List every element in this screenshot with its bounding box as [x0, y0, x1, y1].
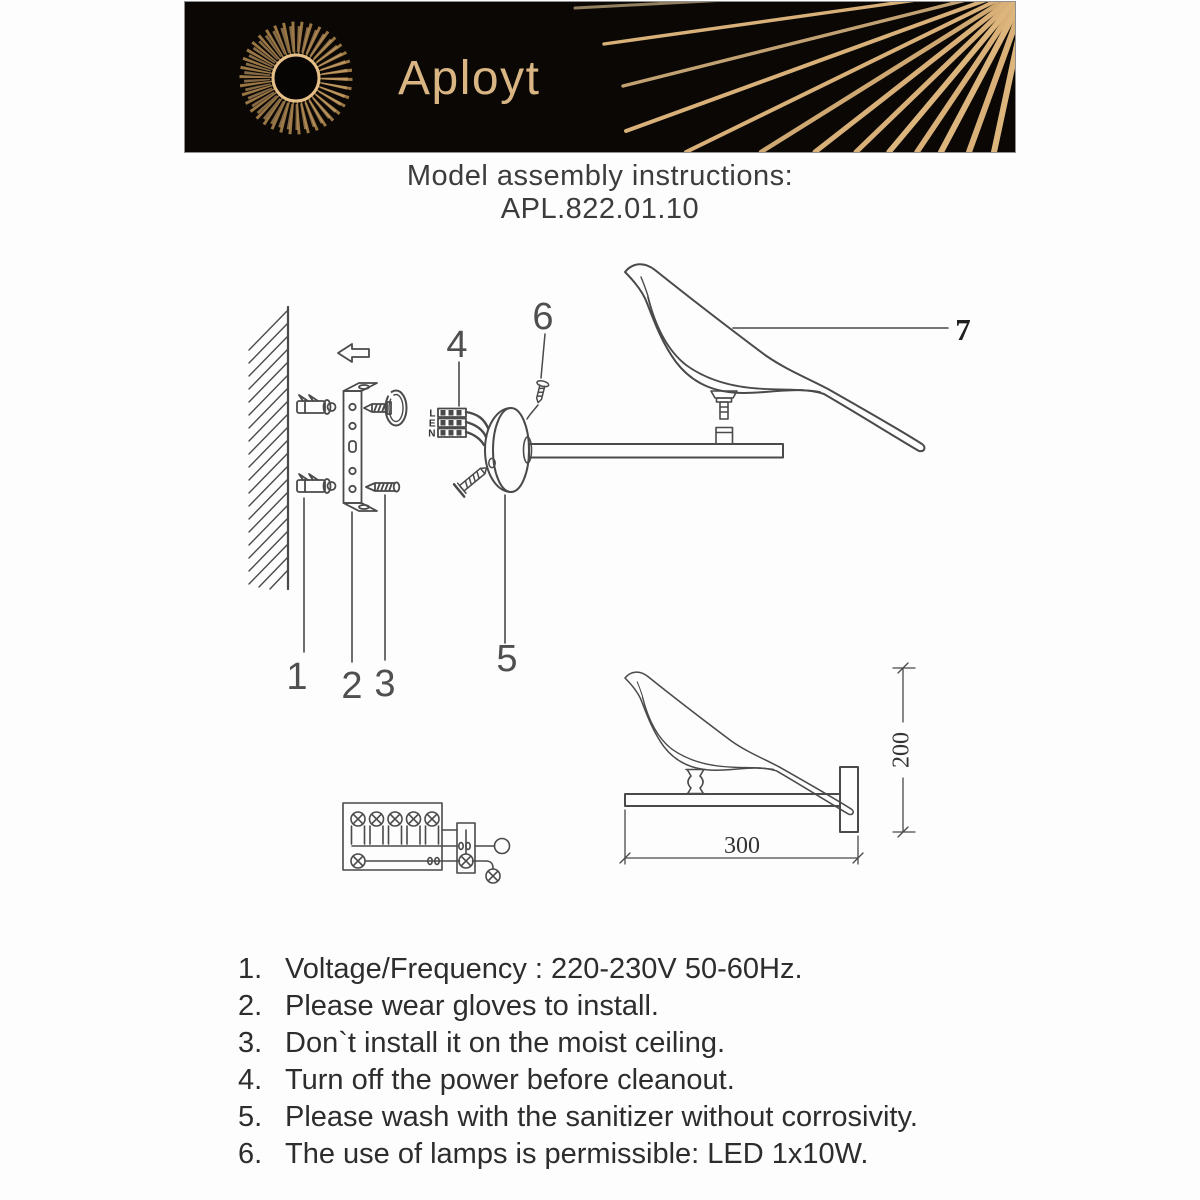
set-screw [454, 462, 492, 497]
height-dimension-label: 200 [888, 732, 915, 768]
wiring-diagram [343, 803, 510, 883]
leader-lines-123 [304, 495, 385, 662]
instruction-number: 3. [238, 1027, 263, 1059]
part-label-1: 1 [286, 656, 308, 698]
part-label-7: 7 [955, 312, 971, 347]
mounting-screw [366, 482, 399, 491]
direction-arrow-icon [338, 344, 369, 362]
bird-lamp [625, 264, 924, 451]
part-label-4: 4 [446, 324, 468, 366]
instruction-text: Please wash with the sanitizer without corrosivity. [285, 1101, 918, 1133]
part-label-2: 2 [341, 665, 363, 707]
brand-wordmark: Aployt [398, 52, 541, 105]
instruction-item [238, 1025, 1098, 1062]
instruction-text: Don`t install it on the moist ceiling. [285, 1027, 726, 1059]
terminal-label-earth: E [428, 418, 436, 430]
instruction-item [238, 1062, 1098, 1099]
part-label-6: 6 [532, 296, 554, 338]
terminal-label-neutral: N [428, 428, 436, 440]
wall-anchor-lower [297, 474, 336, 493]
part-label-3: 3 [374, 663, 396, 705]
wall-anchor-upper [297, 395, 336, 414]
small-screw [527, 334, 549, 419]
instruction-text: Turn off the power before cleanout. [285, 1064, 735, 1096]
instruction-text: Please wear gloves to install. [285, 990, 659, 1022]
model-number: APL.822.01.10 [500, 193, 700, 225]
terminal-label-live: L [429, 408, 436, 420]
part-label-5: 5 [496, 638, 518, 680]
canopy-drum [485, 408, 532, 643]
bird-mount-stem [711, 391, 737, 419]
instruction-number: 4. [238, 1064, 263, 1096]
instruction-number: 2. [238, 990, 263, 1022]
instruction-text: Voltage/Frequency : 220-230V 50-60Hz. [285, 953, 803, 985]
terminal-block [428, 362, 488, 445]
instruction-list [238, 951, 1098, 1173]
instruction-number: 6. [238, 1138, 263, 1170]
instruction-item [238, 1136, 1098, 1173]
instruction-number: 5. [238, 1101, 263, 1133]
screw-with-ring [364, 391, 407, 426]
instruction-text: The use of lamps is permissible: LED 1x10W. [285, 1138, 869, 1170]
width-dimension-label: 300 [724, 833, 760, 859]
instruction-item [238, 951, 1098, 988]
lamp-arm [529, 428, 783, 458]
instruction-number: 1. [238, 953, 263, 985]
instruction-item [238, 1099, 1098, 1136]
instruction-item [238, 988, 1098, 1025]
mounting-bracket [344, 383, 378, 511]
dimension-drawing [620, 663, 915, 864]
wall-hatching [249, 307, 288, 589]
page-title: Model assembly instructions: [406, 160, 794, 192]
